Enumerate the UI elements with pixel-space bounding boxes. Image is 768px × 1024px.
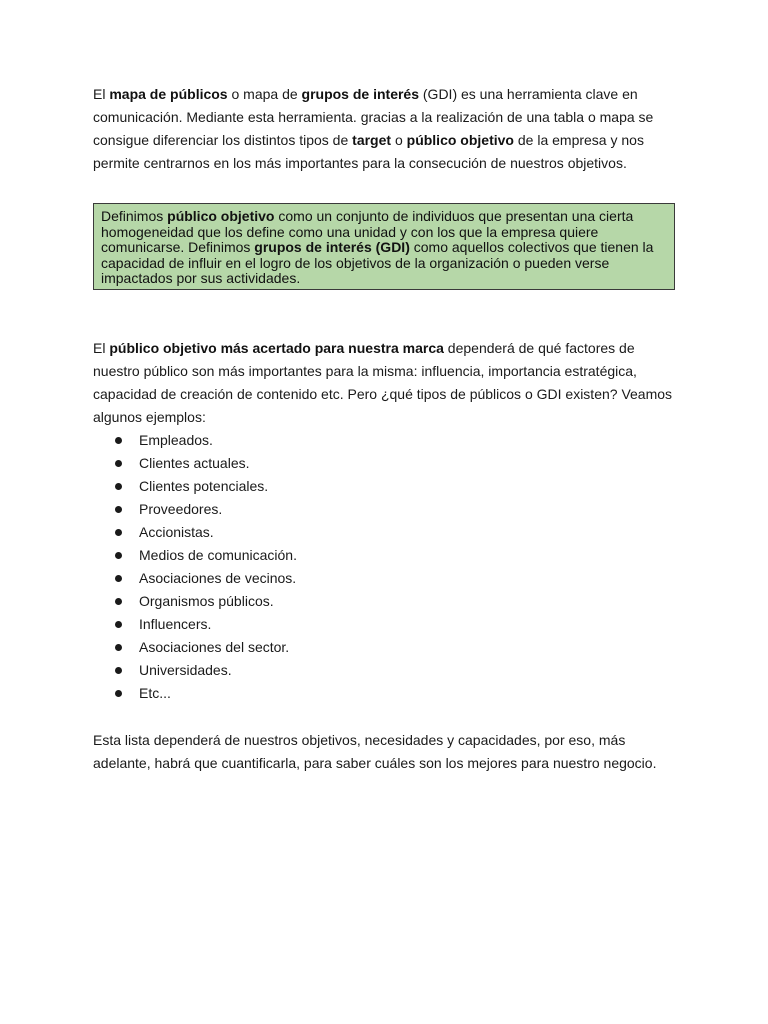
list-item bbox=[93, 636, 297, 659]
target-text-2: dependerá de qué factores de nuestro público son más importantes para la misma: influencia, importancia estratégica, capacidad de creación de contenido etc. Pero ¿qué tipos de públicos o GDI existen? Veamos algunos ejemplos: bbox=[93, 340, 673, 425]
list-item bbox=[93, 567, 297, 590]
definition-text-3: como aquellos colectivos que tienen la capacidad de influir en el logro de los objetivos de la organización o pueden verse impactados por sus actividades. bbox=[101, 239, 654, 287]
bullet-icon bbox=[115, 506, 122, 513]
intro-text-5: de la empresa y nos permite centrarnos en los más importantes para la consecución de nuestros objetivos. bbox=[93, 132, 644, 171]
list-item-label: Empleados. bbox=[139, 432, 213, 448]
list-item bbox=[93, 590, 297, 613]
intro-bold-publico-objetivo: público objetivo bbox=[406, 132, 514, 148]
list-item bbox=[93, 475, 297, 498]
intro-text-4: o bbox=[391, 132, 407, 148]
list-item bbox=[93, 682, 297, 705]
bullet-icon bbox=[115, 575, 122, 582]
bullet-icon bbox=[115, 644, 122, 651]
list-item-label: Etc... bbox=[139, 685, 171, 701]
list-item-label: Accionistas. bbox=[139, 524, 214, 540]
list-item bbox=[93, 613, 297, 636]
list-item-label: Asociaciones del sector. bbox=[139, 639, 290, 655]
list-item bbox=[93, 659, 297, 682]
list-item bbox=[93, 521, 297, 544]
intro-bold-target: target bbox=[352, 132, 392, 148]
bullet-icon bbox=[115, 598, 122, 605]
list-item-label: Organismos públicos. bbox=[139, 593, 274, 609]
list-item bbox=[93, 498, 297, 521]
definition-callout-box bbox=[93, 203, 675, 290]
bullet-icon bbox=[115, 690, 122, 697]
bullet-icon bbox=[115, 529, 122, 536]
intro-text-3: (GDI) es una herramienta clave en comunicación. Mediante esta herramienta. gracias a la realización de una tabla o mapa se consigue diferenciar los distintos tipos de bbox=[93, 86, 654, 148]
list-item-label: Clientes potenciales. bbox=[139, 478, 269, 494]
list-item bbox=[93, 452, 297, 475]
definition-text-2: como un conjunto de individuos que presentan una cierta homogeneidad que los define como una unidad y con los que la empresa quiere comunicarse. Definimos bbox=[101, 208, 634, 256]
target-text-1: El bbox=[93, 340, 110, 356]
target-bold-phrase: público objetivo más acertado para nuestra marca bbox=[109, 340, 444, 356]
bullet-icon bbox=[115, 437, 122, 444]
list-item-label: Universidades. bbox=[139, 662, 232, 678]
examples-bullet-list bbox=[93, 429, 297, 705]
bullet-icon bbox=[115, 460, 122, 467]
definition-text-1: Definimos bbox=[101, 208, 168, 224]
intro-bold-grupos-interes: grupos de interés bbox=[301, 86, 419, 102]
bullet-icon bbox=[115, 483, 122, 490]
list-item-label: Influencers. bbox=[139, 616, 212, 632]
list-item-label: Asociaciones de vecinos. bbox=[139, 570, 297, 586]
list-item-label: Proveedores. bbox=[139, 501, 223, 517]
intro-paragraph bbox=[93, 83, 683, 175]
definition-bold-grupos-interes: grupos de interés (GDI) bbox=[254, 239, 410, 256]
bullet-icon bbox=[115, 552, 122, 559]
list-item bbox=[93, 544, 297, 567]
target-audience-paragraph bbox=[93, 337, 683, 429]
intro-bold-mapa-publicos: mapa de públicos bbox=[109, 86, 228, 102]
list-item bbox=[93, 429, 297, 452]
closing-paragraph: Esta lista dependerá de nuestros objetivos, necesidades y capacidades, por eso, más adelante, habrá que cuantificarla, para saber cuáles son los mejores para nuestro negocio. bbox=[93, 732, 657, 771]
list-item-label: Medios de comunicación. bbox=[139, 547, 297, 563]
bullet-icon bbox=[115, 621, 122, 628]
intro-text-1: El bbox=[93, 86, 110, 102]
list-item-label: Clientes actuales. bbox=[139, 455, 250, 471]
definition-bold-publico-objetivo: público objetivo bbox=[167, 208, 275, 224]
intro-text-2: o mapa de bbox=[227, 86, 302, 102]
bullet-icon bbox=[115, 667, 122, 674]
